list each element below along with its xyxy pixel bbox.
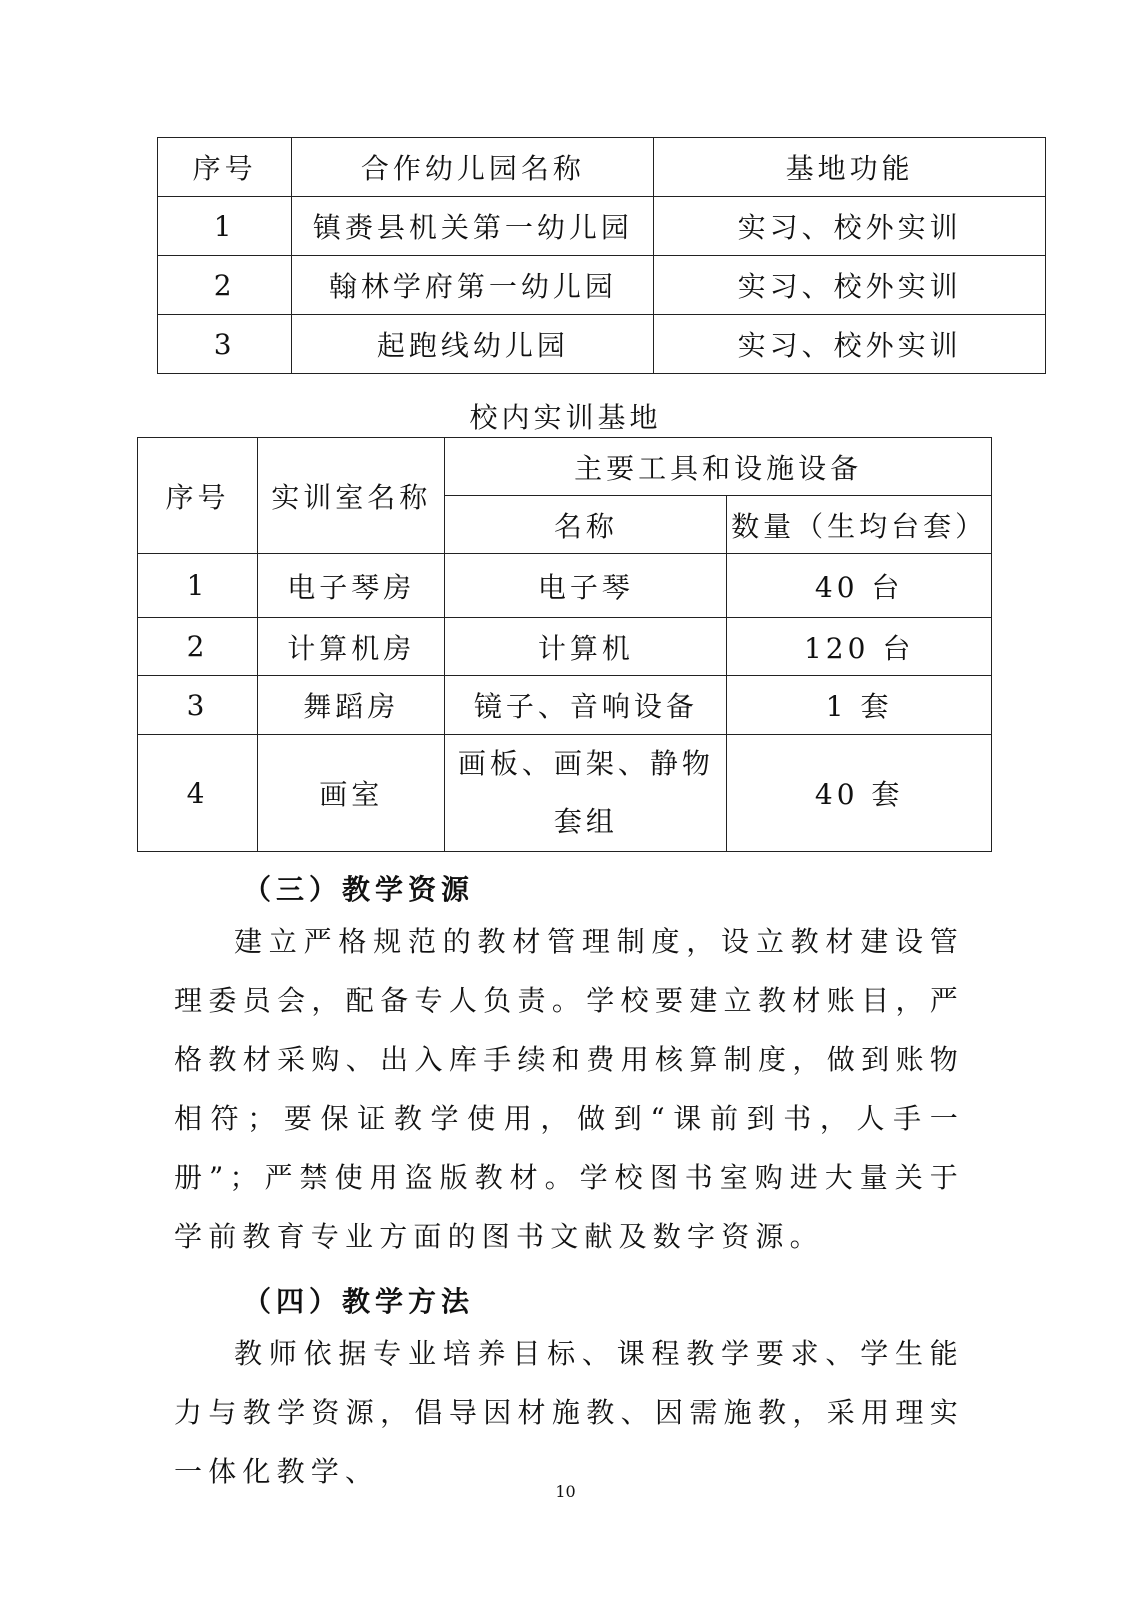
- table-row: [138, 554, 992, 618]
- table-cell: 电子琴房: [258, 554, 445, 618]
- header-cell: 数量（生均台套）: [727, 496, 992, 554]
- header-cell: 名称: [445, 496, 727, 554]
- table-cell: 起跑线幼儿园: [292, 315, 654, 374]
- section-paragraph: 教师依据专业培养目标、课程教学要求、学生能力与教学资源，倡导因材施教、因需施教，采用理实一体化教学、: [174, 1337, 964, 1488]
- table-row: [138, 676, 992, 735]
- cooperative-kindergarten-table: [157, 137, 1046, 374]
- table-cell: 画板、画架、静物套组: [445, 735, 727, 852]
- table-cell: 2: [138, 618, 258, 676]
- table-cell: 1 套: [727, 676, 992, 735]
- header-cell: 基地功能: [654, 138, 1046, 197]
- table-cell: 40 台: [727, 554, 992, 618]
- page-number: 10: [555, 1482, 576, 1501]
- section-paragraph: 建立严格规范的教材管理制度，设立教材建设管理委员会，配备专人负责。学校要建立教材账目，严格教材采购、出入库手续和费用核算制度，做到账物相符；要保证教学使用，做到“课前到书，人手一册”；严禁使用盗版教材。学校图书室购进大量关于学前教育专业方面的图书文献及数字资源。: [174, 925, 964, 1253]
- table-header-row: [138, 438, 992, 496]
- table-cell: 2: [158, 256, 292, 315]
- header-cell: 序号: [158, 138, 292, 197]
- header-cell: 实训室名称: [258, 438, 445, 554]
- header-cell: 序号: [138, 438, 258, 554]
- table-cell: 实习、校外实训: [654, 315, 1046, 374]
- section-heading: （四）教学方法: [243, 1285, 475, 1318]
- table-cell: 1: [138, 554, 258, 618]
- table-cell: 3: [158, 315, 292, 374]
- section-heading: （三）教学资源: [243, 873, 475, 906]
- table-cell: 计算机房: [258, 618, 445, 676]
- table-row: [138, 735, 992, 852]
- header-cell: 合作幼儿园名称: [292, 138, 654, 197]
- table-cell: 4: [138, 735, 258, 852]
- table-cell: 画室: [258, 735, 445, 852]
- table-cell: 计算机: [445, 618, 727, 676]
- table-header-row: [158, 138, 1046, 197]
- table-cell: 实习、校外实训: [654, 197, 1046, 256]
- table-cell: 1: [158, 197, 292, 256]
- table-cell: 翰林学府第一幼儿园: [292, 256, 654, 315]
- table-cell: 实习、校外实训: [654, 256, 1046, 315]
- table-cell: 镜子、音响设备: [445, 676, 727, 735]
- training-base-table: [137, 437, 992, 852]
- table-cell: 舞蹈房: [258, 676, 445, 735]
- table-cell: 镇赉县机关第一幼儿园: [292, 197, 654, 256]
- table-row: [138, 618, 992, 676]
- table-cell: 3: [138, 676, 258, 735]
- header-cell: 主要工具和设施设备: [445, 438, 992, 496]
- table-caption: 校内实训基地: [469, 401, 662, 434]
- table-row: [158, 315, 1046, 374]
- table-row: [158, 256, 1046, 315]
- table-cell: 40 套: [727, 735, 992, 852]
- table-cell: 电子琴: [445, 554, 727, 618]
- table-row: [158, 197, 1046, 256]
- table-cell: 120 台: [727, 618, 992, 676]
